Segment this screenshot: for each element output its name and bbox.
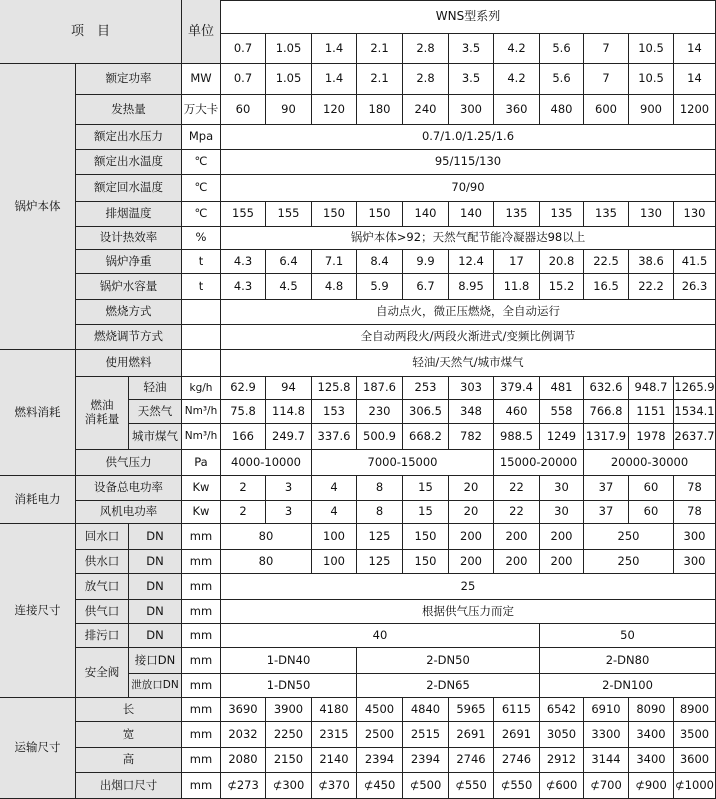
row-value: 668.2 <box>403 424 449 450</box>
row-value: 全自动两段火/两段火渐进式/变频比例调节 <box>221 325 716 350</box>
row-label: 轻油 <box>129 377 182 400</box>
row-value: 90 <box>266 95 312 125</box>
row-value: 11.8 <box>494 274 540 300</box>
row-value: 4.3 <box>221 250 266 274</box>
row-value: 150 <box>312 202 357 227</box>
row-value: 20.8 <box>540 250 584 274</box>
row-value: 1249 <box>540 424 584 450</box>
row-value: 1200 <box>674 95 716 125</box>
row-label-dn: DN <box>129 600 182 624</box>
row-value: 200 <box>449 524 494 550</box>
row-value: 200 <box>540 524 584 550</box>
row-value: 70/90 <box>221 175 716 202</box>
group-transport: 运输尺寸 <box>0 698 76 799</box>
row-label: 额定功率 <box>76 64 182 95</box>
row-value: 130 <box>674 202 716 227</box>
row-label: 城市煤气 <box>129 424 182 450</box>
row-unit: Nm³/h <box>182 400 221 424</box>
row-label-dn: DN <box>129 524 182 550</box>
row-label: 高 <box>76 748 182 773</box>
row-value: ⊄700 <box>584 773 629 799</box>
row-unit: Pa <box>182 450 221 476</box>
row-label-dn: DN <box>129 550 182 574</box>
row-unit: ℃ <box>182 150 221 175</box>
row-value: 3144 <box>584 748 629 773</box>
row-value: 100 <box>312 524 357 550</box>
row-value: 40 <box>221 624 540 648</box>
row-value: 180 <box>357 95 403 125</box>
row-value: 4180 <box>312 698 357 722</box>
row-unit: mm <box>182 574 221 600</box>
row-value: 4840 <box>403 698 449 722</box>
row-label: 供气压力 <box>76 450 182 476</box>
header-model: 1.4 <box>312 34 357 64</box>
row-unit: Kw <box>182 501 221 524</box>
row-value: 600 <box>584 95 629 125</box>
row-value: 14 <box>674 64 716 95</box>
row-value: 1265.9 <box>674 377 716 400</box>
row-value: 360 <box>494 95 540 125</box>
row-value: 153 <box>312 400 357 424</box>
row-value: 15 <box>403 501 449 524</box>
row-label: 锅炉水容量 <box>76 274 182 300</box>
row-value: 135 <box>494 202 540 227</box>
row-value: 337.6 <box>312 424 357 450</box>
row-value: 1-DN50 <box>221 674 357 698</box>
row-value: 125.8 <box>312 377 357 400</box>
row-value: 2032 <box>221 722 266 748</box>
row-value: 130 <box>629 202 674 227</box>
row-value: ⊄1000 <box>674 773 716 799</box>
row-unit: mm <box>182 698 221 722</box>
row-value: ⊄900 <box>629 773 674 799</box>
row-value: 187.6 <box>357 377 403 400</box>
row-value: 480 <box>540 95 584 125</box>
row-value: 140 <box>403 202 449 227</box>
row-value: 200 <box>449 550 494 574</box>
row-unit: Nm³/h <box>182 424 221 450</box>
group-boiler: 锅炉本体 <box>0 64 76 350</box>
row-value: 22 <box>494 501 540 524</box>
row-value: 114.8 <box>266 400 312 424</box>
header-model: 10.5 <box>629 34 674 64</box>
row-unit: ℃ <box>182 202 221 227</box>
row-value: 8 <box>357 501 403 524</box>
header-model: 1.05 <box>266 34 312 64</box>
row-value: 150 <box>357 202 403 227</box>
row-value: 12.4 <box>449 250 494 274</box>
row-value: 2394 <box>403 748 449 773</box>
row-label: 接口DN <box>129 648 182 674</box>
row-label: 额定出水压力 <box>76 125 182 150</box>
row-value: 4.8 <box>312 274 357 300</box>
row-unit: t <box>182 274 221 300</box>
row-value: 22 <box>494 476 540 501</box>
header-model: 4.2 <box>494 34 540 64</box>
row-unit: mm <box>182 674 221 698</box>
row-value: 4500 <box>357 698 403 722</box>
row-value: 2394 <box>357 748 403 773</box>
header-series-title: WNS型系列 <box>221 0 716 34</box>
row-value: 2691 <box>449 722 494 748</box>
header-item: 项 目 <box>0 0 182 64</box>
row-value: 0.7/1.0/1.25/1.6 <box>221 125 716 150</box>
row-value: 2 <box>221 501 266 524</box>
row-value: 120 <box>312 95 357 125</box>
row-label: 泄放口DN <box>129 674 182 698</box>
row-value: 300 <box>674 550 716 574</box>
row-value: 988.5 <box>494 424 540 450</box>
row-value: 95/115/130 <box>221 150 716 175</box>
row-unit: mm <box>182 624 221 648</box>
row-unit <box>182 300 221 325</box>
row-value: 60 <box>629 476 674 501</box>
row-value: 4.2 <box>494 64 540 95</box>
row-value: 3600 <box>674 748 716 773</box>
row-value: 3690 <box>221 698 266 722</box>
row-unit: Mpa <box>182 125 221 150</box>
row-value: 根据供气压力而定 <box>221 600 716 624</box>
row-value: 782 <box>449 424 494 450</box>
row-value: 200 <box>494 550 540 574</box>
row-unit: kg/h <box>182 377 221 400</box>
row-value: 2 <box>221 476 266 501</box>
row-value: 1151 <box>629 400 674 424</box>
row-unit: mm <box>182 748 221 773</box>
row-label: 天然气 <box>129 400 182 424</box>
row-value: 30 <box>540 501 584 524</box>
row-value: 125 <box>357 550 403 574</box>
row-unit: Kw <box>182 476 221 501</box>
row-value: 135 <box>540 202 584 227</box>
row-value: 4000-10000 <box>221 450 312 476</box>
row-value: 4.5 <box>266 274 312 300</box>
row-value: 78 <box>674 501 716 524</box>
row-label: 额定出水温度 <box>76 150 182 175</box>
header-model: 2.8 <box>403 34 449 64</box>
row-value: 1.05 <box>266 64 312 95</box>
row-value: 2912 <box>540 748 584 773</box>
row-label-dn: DN <box>129 574 182 600</box>
header-model: 7 <box>584 34 629 64</box>
row-value: 230 <box>357 400 403 424</box>
group-connect: 连接尺寸 <box>0 524 76 698</box>
row-label: 长 <box>76 698 182 722</box>
row-unit <box>182 325 221 350</box>
row-value: 2.1 <box>357 64 403 95</box>
row-value: 1534.1 <box>674 400 716 424</box>
row-value: 2-DN65 <box>357 674 540 698</box>
row-value: 1-DN40 <box>221 648 357 674</box>
row-value: 2637.7 <box>674 424 716 450</box>
row-value: 26.3 <box>674 274 716 300</box>
row-value: 125 <box>357 524 403 550</box>
row-value: 250 <box>584 550 674 574</box>
group-fuel: 燃料消耗 <box>0 350 76 476</box>
row-label: 发热量 <box>76 95 182 125</box>
row-value: 锅炉本体>92；天然气配节能冷凝器达98以上 <box>221 227 716 250</box>
row-value: 60 <box>629 501 674 524</box>
header-unit: 单位 <box>182 0 221 64</box>
row-value: 200 <box>494 524 540 550</box>
row-value: 4.3 <box>221 274 266 300</box>
row-unit: % <box>182 227 221 250</box>
row-value: 8090 <box>629 698 674 722</box>
row-label: 锅炉净重 <box>76 250 182 274</box>
row-value: 10.5 <box>629 64 674 95</box>
row-value: 4 <box>312 476 357 501</box>
row-value: 253 <box>403 377 449 400</box>
row-value: 2-DN50 <box>357 648 540 674</box>
row-value: 379.4 <box>494 377 540 400</box>
row-value: ⊄370 <box>312 773 357 799</box>
row-value: 948.7 <box>629 377 674 400</box>
row-value: 2.8 <box>403 64 449 95</box>
row-unit: mm <box>182 524 221 550</box>
row-value: 8900 <box>674 698 716 722</box>
row-value: 6115 <box>494 698 540 722</box>
row-value: 558 <box>540 400 584 424</box>
row-value: 6.7 <box>403 274 449 300</box>
row-value: 240 <box>403 95 449 125</box>
row-value: 3400 <box>629 748 674 773</box>
row-value: 3500 <box>674 722 716 748</box>
row-value: 3900 <box>266 698 312 722</box>
header-model: 0.7 <box>221 34 266 64</box>
row-value: 5.9 <box>357 274 403 300</box>
row-value: 3300 <box>584 722 629 748</box>
row-value: 150 <box>403 550 449 574</box>
row-unit: mm <box>182 550 221 574</box>
row-value: 轻油/天然气/城市煤气 <box>221 350 716 377</box>
row-value: 481 <box>540 377 584 400</box>
row-unit: 万大卡 <box>182 95 221 125</box>
row-value: 2250 <box>266 722 312 748</box>
row-value: 41.5 <box>674 250 716 274</box>
row-label: 设备总电功率 <box>76 476 182 501</box>
row-value: 900 <box>629 95 674 125</box>
row-value: 300 <box>674 524 716 550</box>
row-value: 3.5 <box>449 64 494 95</box>
row-value: 0.7 <box>221 64 266 95</box>
row-label: 出烟口尺寸 <box>76 773 182 799</box>
row-value: 37 <box>584 501 629 524</box>
row-value: 3050 <box>540 722 584 748</box>
row-value: 22.2 <box>629 274 674 300</box>
row-value: 9.9 <box>403 250 449 274</box>
row-value: 1978 <box>629 424 674 450</box>
row-value: 7.1 <box>312 250 357 274</box>
subgroup-safety-valve: 安全阀 <box>76 648 129 698</box>
row-value: 2315 <box>312 722 357 748</box>
row-unit: ℃ <box>182 175 221 202</box>
row-value: 75.8 <box>221 400 266 424</box>
row-value: 5965 <box>449 698 494 722</box>
row-value: 306.5 <box>403 400 449 424</box>
row-label: 燃烧方式 <box>76 300 182 325</box>
row-value: 37 <box>584 476 629 501</box>
row-value: 6542 <box>540 698 584 722</box>
row-value: 2515 <box>403 722 449 748</box>
row-value: 140 <box>449 202 494 227</box>
row-value: 15000-20000 <box>494 450 584 476</box>
group-power: 消耗电力 <box>0 476 76 524</box>
row-value: 25 <box>221 574 716 600</box>
row-label: 宽 <box>76 722 182 748</box>
row-value: 766.8 <box>584 400 629 424</box>
row-label: 额定回水温度 <box>76 175 182 202</box>
row-value: 16.5 <box>584 274 629 300</box>
row-value: 6.4 <box>266 250 312 274</box>
row-value: 80 <box>221 550 312 574</box>
row-label: 使用燃料 <box>76 350 182 377</box>
row-value: 30 <box>540 476 584 501</box>
row-value: 2-DN100 <box>540 674 716 698</box>
row-value: 2-DN80 <box>540 648 716 674</box>
row-value: 249.7 <box>266 424 312 450</box>
row-value: 62.9 <box>221 377 266 400</box>
row-unit: mm <box>182 773 221 799</box>
row-value: 8 <box>357 476 403 501</box>
row-value: 460 <box>494 400 540 424</box>
row-unit: MW <box>182 64 221 95</box>
row-value: 1317.9 <box>584 424 629 450</box>
row-label: 燃烧调节方式 <box>76 325 182 350</box>
row-unit: mm <box>182 600 221 624</box>
row-value: 80 <box>221 524 312 550</box>
header-model: 3.5 <box>449 34 494 64</box>
row-unit: t <box>182 250 221 274</box>
row-value: ⊄550 <box>449 773 494 799</box>
row-value: 155 <box>266 202 312 227</box>
row-unit <box>182 350 221 377</box>
header-model: 2.1 <box>357 34 403 64</box>
row-value: 8.95 <box>449 274 494 300</box>
row-value: 4 <box>312 501 357 524</box>
row-value: 78 <box>674 476 716 501</box>
row-value: 5.6 <box>540 64 584 95</box>
row-label: 排污口 <box>76 624 129 648</box>
row-value: 200 <box>540 550 584 574</box>
row-value: 303 <box>449 377 494 400</box>
row-label-dn: DN <box>129 624 182 648</box>
row-value: 自动点火，微正压燃烧，全自动运行 <box>221 300 716 325</box>
row-value: 7 <box>584 64 629 95</box>
row-value: 3 <box>266 476 312 501</box>
row-value: 20000-30000 <box>584 450 716 476</box>
row-value: 20 <box>449 476 494 501</box>
row-value: 2140 <box>312 748 357 773</box>
row-value: 2746 <box>449 748 494 773</box>
row-value: 300 <box>449 95 494 125</box>
row-value: 2746 <box>494 748 540 773</box>
row-unit: mm <box>182 648 221 674</box>
row-value: 135 <box>584 202 629 227</box>
row-value: ⊄550 <box>494 773 540 799</box>
row-value: 60 <box>221 95 266 125</box>
row-value: 2500 <box>357 722 403 748</box>
row-value: 2150 <box>266 748 312 773</box>
row-value: 632.6 <box>584 377 629 400</box>
row-value: 17 <box>494 250 540 274</box>
row-value: 2691 <box>494 722 540 748</box>
row-value: 2080 <box>221 748 266 773</box>
row-value: 3 <box>266 501 312 524</box>
header-model: 14 <box>674 34 716 64</box>
header-model: 5.6 <box>540 34 584 64</box>
row-value: 94 <box>266 377 312 400</box>
row-value: ⊄600 <box>540 773 584 799</box>
row-value: 500.9 <box>357 424 403 450</box>
row-label: 排烟温度 <box>76 202 182 227</box>
row-value: 150 <box>403 524 449 550</box>
row-value: ⊄450 <box>357 773 403 799</box>
row-value: 38.6 <box>629 250 674 274</box>
row-value: 22.5 <box>584 250 629 274</box>
row-value: 7000-15000 <box>312 450 494 476</box>
row-value: 348 <box>449 400 494 424</box>
row-value: 50 <box>540 624 716 648</box>
row-label: 放气口 <box>76 574 129 600</box>
row-value: ⊄500 <box>403 773 449 799</box>
row-value: 250 <box>584 524 674 550</box>
row-value: 8.4 <box>357 250 403 274</box>
row-value: 15 <box>403 476 449 501</box>
row-value: 166 <box>221 424 266 450</box>
row-value: 100 <box>312 550 357 574</box>
row-label: 回水口 <box>76 524 129 550</box>
row-value: 1.4 <box>312 64 357 95</box>
row-label: 设计热效率 <box>76 227 182 250</box>
row-value: 6910 <box>584 698 629 722</box>
row-value: 15.2 <box>540 274 584 300</box>
row-value: ⊄300 <box>266 773 312 799</box>
row-value: 20 <box>449 501 494 524</box>
row-label: 供气口 <box>76 600 129 624</box>
row-value: 155 <box>221 202 266 227</box>
row-label: 供水口 <box>76 550 129 574</box>
row-value: 3400 <box>629 722 674 748</box>
subgroup-fuel-consumption: 燃油 消耗量 <box>76 377 129 450</box>
row-value: ⊄273 <box>221 773 266 799</box>
row-unit: mm <box>182 722 221 748</box>
row-label: 风机电功率 <box>76 501 182 524</box>
